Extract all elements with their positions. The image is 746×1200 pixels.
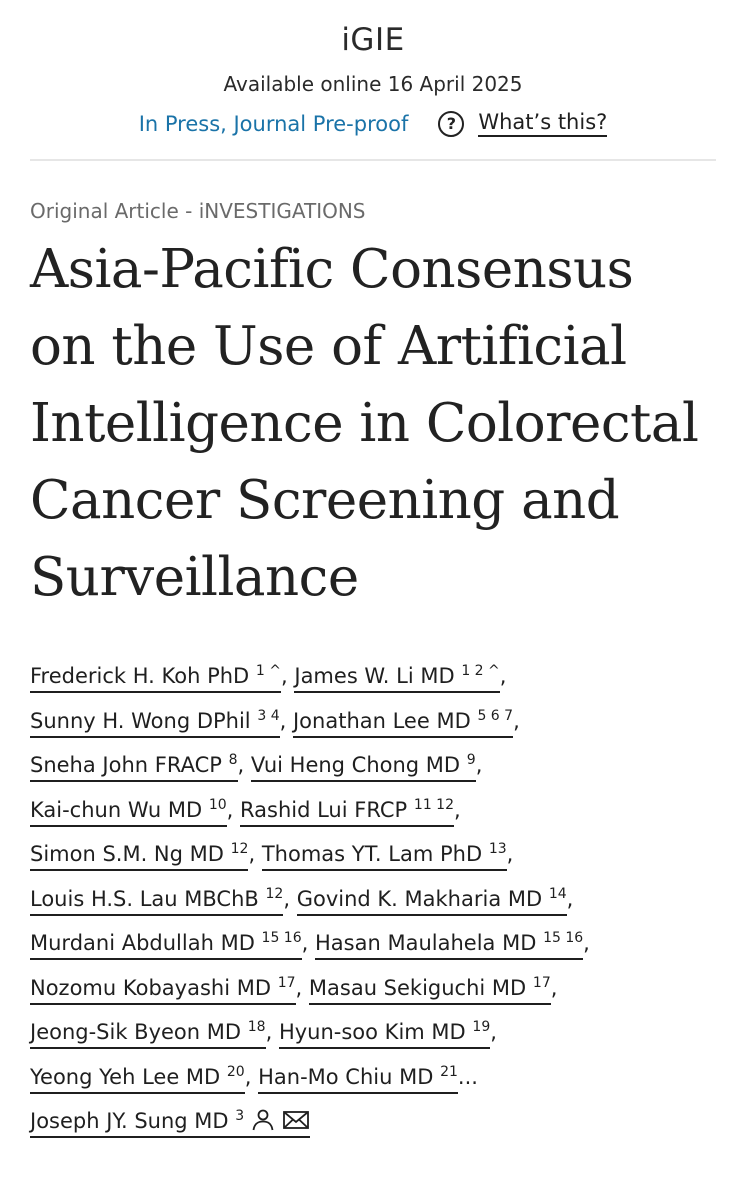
journal-name[interactable]: iGIE (341, 22, 405, 58)
title-line: Intelligence in Colorectal (30, 393, 699, 454)
header-divider (30, 159, 716, 161)
author-link[interactable]: Sunny H. Wong DPhil $^{3 4}$ (30, 709, 280, 738)
author-link[interactable]: Sneha John FRACP $^8$ (30, 753, 238, 782)
author-link[interactable]: Simon S.M. Ng MD $^{12}$ (30, 842, 248, 871)
author-link[interactable]: Govind K. Makharia MD $^{14}$ (297, 887, 567, 916)
author-link[interactable]: James W. Li MD $^{1 2 \^{}}$ (294, 664, 499, 693)
author-link[interactable]: Masau Sekiguchi MD $^{17}$ (309, 976, 551, 1005)
title-line: Asia-Pacific Consensus (30, 239, 634, 300)
corresponding-author-link[interactable]: Joseph JY. Sung MD $^3$ (30, 1109, 310, 1138)
more-authors-ellipsis[interactable]: ... (457, 1064, 478, 1089)
author-link[interactable]: Hasan Maulahela MD $^{15 16}$ (315, 931, 583, 960)
envelope-icon (282, 1109, 310, 1131)
author-link[interactable]: Frederick H. Koh PhD $^{1 \^{}}$ (30, 664, 281, 693)
author-link[interactable]: Rashid Lui FRCP $^{11 12}$ (240, 798, 454, 827)
available-online-date: Available online 16 April 2025 (223, 72, 523, 96)
whats-this-link[interactable]: What’s this? (478, 110, 607, 137)
author-link[interactable]: Jonathan Lee MD $^{5 6 7}$ (293, 709, 513, 738)
author-link[interactable]: Hyun-soo Kim MD $^{19}$ (279, 1020, 490, 1049)
author-link[interactable]: Nozomu Kobayashi MD $^{17}$ (30, 976, 296, 1005)
author-link[interactable]: Han-Mo Chiu MD $^{21}$ (258, 1065, 458, 1094)
title-line: on the Use of Artificial (30, 316, 627, 377)
title-line: Surveillance (30, 547, 359, 608)
title-line: Cancer Screening and (30, 470, 620, 531)
question-circle-icon[interactable]: ? (438, 111, 464, 137)
author-link[interactable]: Louis H.S. Lau MBChB $^{12}$ (30, 887, 283, 916)
author-link[interactable]: Thomas YT. Lam PhD $^{13}$ (262, 842, 507, 871)
article-type: Original Article - iNVESTIGATIONS (30, 199, 366, 223)
author-list: Frederick H. Koh PhD $^{1 \^{}}$, James W. Li MD $^{1 2 \^{}}$, Sunny H. Wong DPhil $^{3 4}$, Jonathan Lee MD $^{5 6 7}$, Sneha John FRACP $^8$, Vui Heng Chong MD $^9$, Kai-chun Wu MD $^{10}$, Rashid Lui FRCP $^{11 12}$, Simon S.M. Ng MD $^{12}$, Thomas YT. Lam PhD $^{13}$, Louis H.S. Lau MBChB $^{12}$, Govind K. Makharia MD $^{14}$, Murdani Abdullah MD $^{15 16}$, Hasan Maulahela MD $^{15 16}$, Nozomu Kobayashi MD $^{17}$, Masau Sekiguchi MD $^{17}$, Jeong-Sik Byeon MD $^{18}$, Hyun-soo Kim MD $^{19}$, Yeong Yeh Lee MD $^{20}$, Han-Mo Chiu MD $^{21}$... Joseph JY. Sung MD $^3$ (30, 654, 716, 1144)
journal-preproof-link[interactable]: In Press, Journal Pre-proof (138, 111, 409, 136)
journal-header (0, 0, 746, 137)
status-row (0, 110, 746, 137)
article-title (30, 231, 716, 616)
author-link[interactable]: Yeong Yeh Lee MD $^{20}$ (30, 1065, 245, 1094)
author-link[interactable]: Jeong-Sik Byeon MD $^{18}$ (30, 1020, 266, 1049)
author-link[interactable]: Murdani Abdullah MD $^{15 16}$ (30, 931, 302, 960)
person-icon (251, 1109, 275, 1131)
author-link[interactable]: Vui Heng Chong MD $^9$ (251, 753, 476, 782)
author-link[interactable]: Kai-chun Wu MD $^{10}$ (30, 798, 227, 827)
